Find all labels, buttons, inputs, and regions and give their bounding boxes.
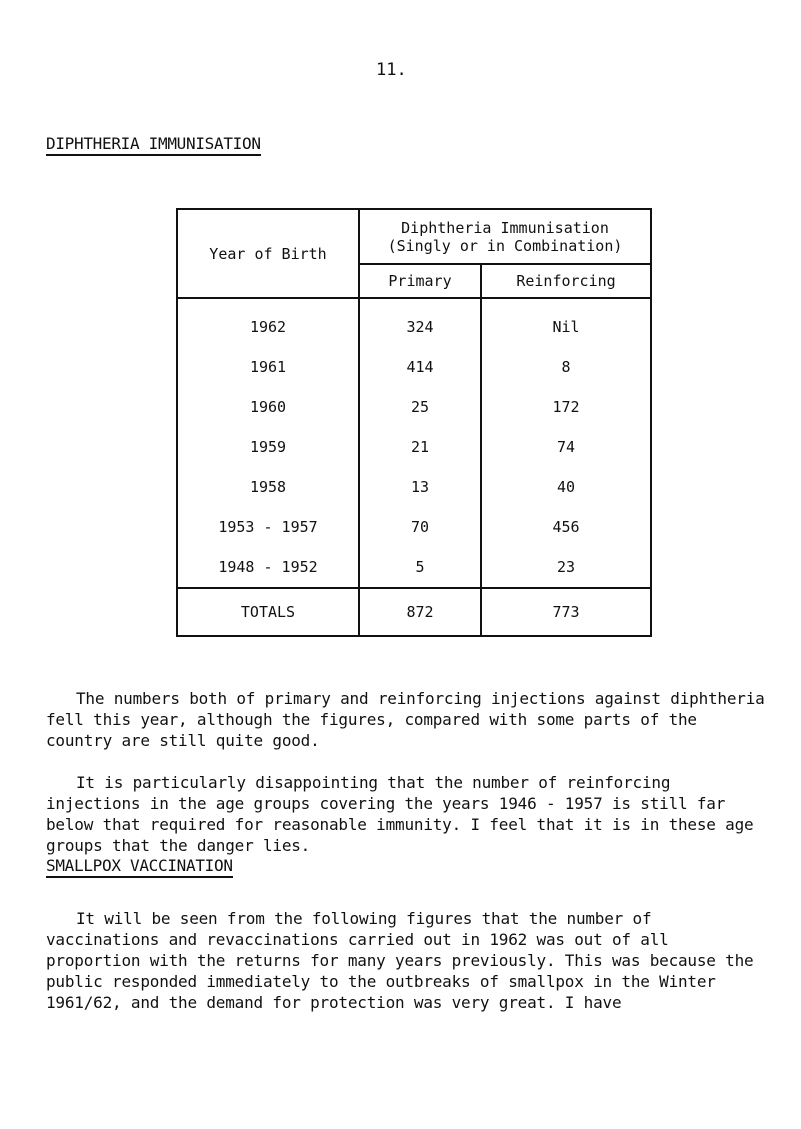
cell-primary: 21: [359, 427, 481, 467]
cell-year: 1962: [177, 298, 359, 347]
totals-primary: 872: [359, 588, 481, 636]
immunisation-table: [176, 208, 652, 637]
totals-reinforcing: 773: [481, 588, 651, 636]
cell-reinforcing: Nil: [481, 298, 651, 347]
year-of-birth-header: Year of Birth: [177, 209, 359, 298]
cell-reinforcing: 40: [481, 467, 651, 507]
smallpox-paragraph-1: It will be seen from the following figures that the number of vaccinations and revaccinations carried out in 1962 was out of all proportion with the returns for many years previously. This was because the public responded immediately to the outbreaks of smallpox in the Winter 1961/62, and the demand for protection was very great. I have: [46, 909, 754, 1012]
cell-year: 1959: [177, 427, 359, 467]
immunisation-group-header: [359, 209, 651, 264]
table-row: [177, 547, 651, 588]
cell-primary: 70: [359, 507, 481, 547]
diphtheria-paragraph-1: The numbers both of primary and reinforcing injections against diphtheria fell this year, although the figures, compared with some parts of the country are still quite good.: [46, 689, 765, 750]
cell-year: 1948 - 1952: [177, 547, 359, 588]
diphtheria-paragraph-2: It is particularly disappointing that the number of reinforcing injections in the age groups covering the years 1946 - 1957 is still far below that required for reasonable immunity. I feel that it is in these age groups that the danger lies.: [46, 773, 754, 855]
cell-primary: 13: [359, 467, 481, 507]
table-row: [177, 347, 651, 387]
table-row: [177, 467, 651, 507]
page-number: 11.: [376, 60, 407, 80]
table-row: [177, 427, 651, 467]
cell-reinforcing: 74: [481, 427, 651, 467]
smallpox-heading: SMALLPOX VACCINATION: [46, 856, 233, 878]
totals-row: [177, 588, 651, 636]
diphtheria-heading: DIPHTHERIA IMMUNISATION: [46, 134, 261, 156]
table-row: [177, 387, 651, 427]
cell-primary: 25: [359, 387, 481, 427]
cell-primary: 5: [359, 547, 481, 588]
cell-year: 1960: [177, 387, 359, 427]
table-row: [177, 507, 651, 547]
table-row: [177, 298, 651, 347]
group-header-line1: Diphtheria Immunisation: [401, 218, 609, 237]
cell-reinforcing: 8: [481, 347, 651, 387]
reinforcing-header: Reinforcing: [481, 264, 651, 298]
cell-reinforcing: 172: [481, 387, 651, 427]
cell-year: 1961: [177, 347, 359, 387]
cell-year: 1958: [177, 467, 359, 507]
cell-year: 1953 - 1957: [177, 507, 359, 547]
primary-header: Primary: [359, 264, 481, 298]
cell-reinforcing: 23: [481, 547, 651, 588]
cell-primary: 414: [359, 347, 481, 387]
cell-reinforcing: 456: [481, 507, 651, 547]
group-header-line2: (Singly or in Combination): [387, 236, 623, 255]
cell-primary: 324: [359, 298, 481, 347]
totals-label: TOTALS: [177, 588, 359, 636]
